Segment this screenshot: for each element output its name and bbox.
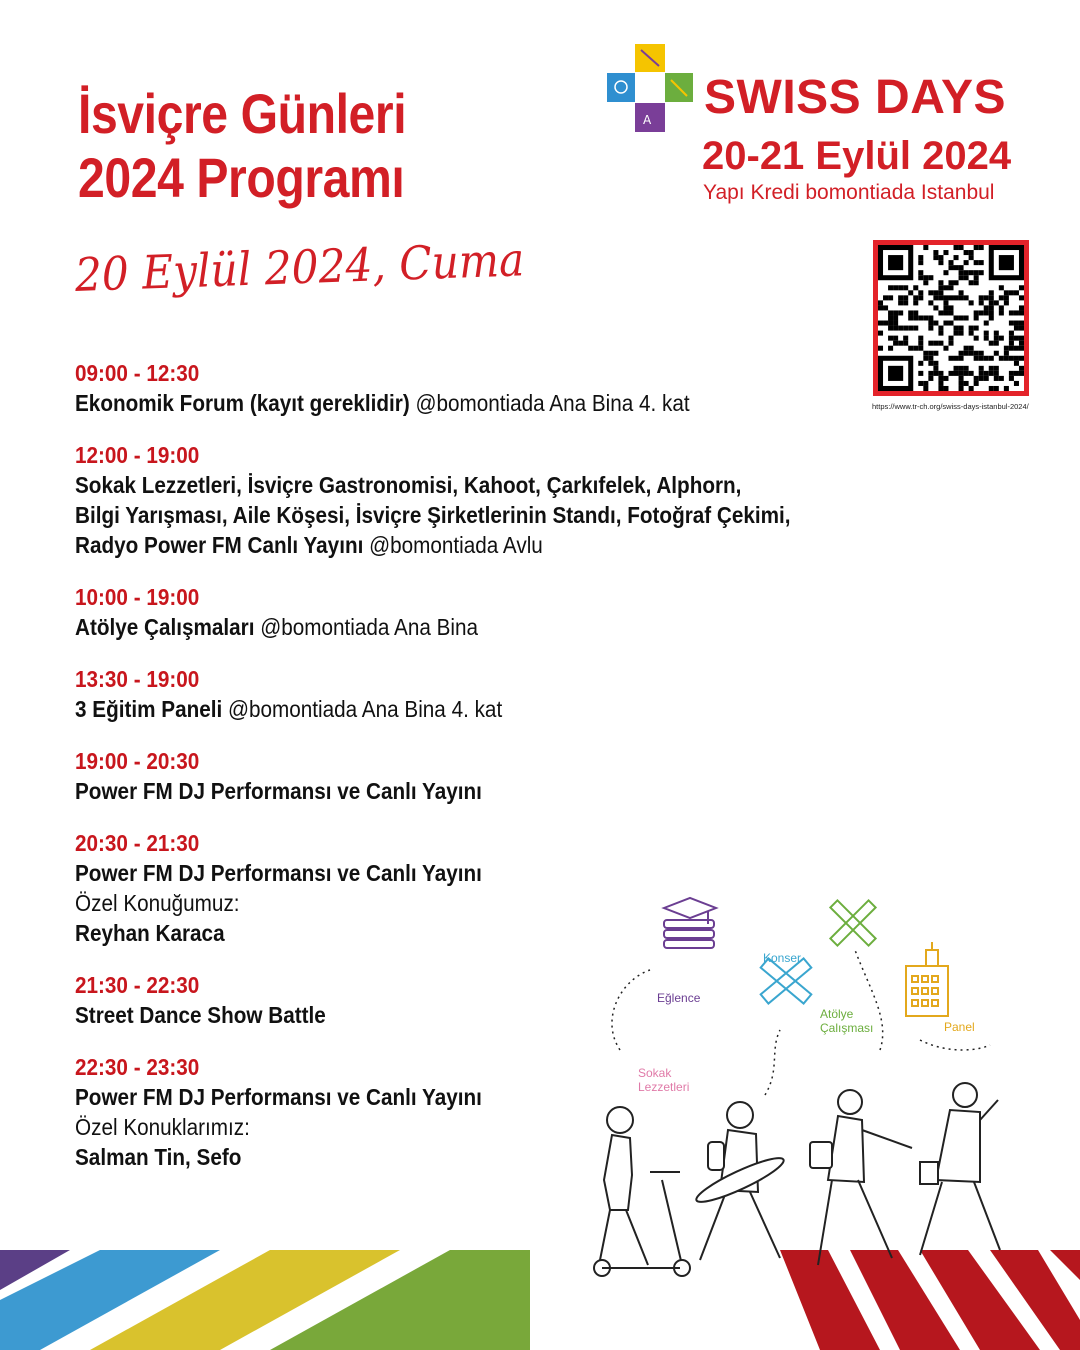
schedule-activity bbox=[75, 776, 777, 806]
schedule-item bbox=[75, 582, 855, 642]
schedule-time: 12:00 - 19:00 bbox=[75, 442, 200, 468]
activity-title: Power FM DJ Performansı ve Canlı Yayını bbox=[75, 778, 482, 804]
label-workshop-2: Çalışması bbox=[820, 1021, 874, 1035]
graduation-cap-books-icon bbox=[664, 898, 716, 948]
activity-title: Radyo Power FM Canlı Yayını bbox=[75, 532, 364, 558]
schedule-activity bbox=[75, 530, 777, 560]
colored-stripes bbox=[0, 1230, 1080, 1350]
schedule-activity bbox=[75, 500, 791, 530]
brand-name: SWISS DAYS bbox=[704, 71, 1006, 124]
schedule-time: 20:30 - 21:30 bbox=[75, 830, 200, 856]
guest-label: Özel Konuğumuz: bbox=[75, 890, 240, 916]
activity-venue: @bomontiada Ana Bina 4. kat bbox=[222, 696, 503, 722]
day-heading: 20 Eylül 2024, Cuma bbox=[74, 232, 526, 302]
schedule-activity bbox=[75, 612, 777, 642]
schedule-item bbox=[75, 746, 855, 806]
building-icon bbox=[906, 942, 948, 1016]
schedule-time: 10:00 - 19:00 bbox=[75, 584, 200, 610]
schedule-item bbox=[75, 440, 855, 560]
label-street-food-2: Lezzetleri bbox=[638, 1080, 690, 1094]
activity-venue: @bomontiada Ana Bina 4. kat bbox=[409, 390, 690, 416]
qr-code[interactable] bbox=[873, 240, 1029, 396]
schedule-item bbox=[75, 664, 855, 724]
schedule-time: 19:00 - 20:30 bbox=[75, 748, 200, 774]
label-fun: Eğlence bbox=[657, 991, 701, 1005]
activity-title: Street Dance Show Battle bbox=[75, 1002, 326, 1028]
page-title-line-2: 2024 Programı bbox=[78, 146, 405, 209]
qr-code-icon bbox=[878, 245, 1024, 391]
guest-label: Özel Konuklarımız: bbox=[75, 1114, 250, 1140]
schedule-activity bbox=[75, 470, 777, 500]
activity-title: Sokak Lezzetleri, İsviçre Gastronomisi, Kahoot, Çarkıfelek, Alphorn, bbox=[75, 472, 742, 498]
activity-title: 3 Eğitim Paneli bbox=[75, 696, 223, 722]
activity-title: Bilgi Yarışması, Aile Köşesi, İsviçre Şirketlerinin Standı, Fotoğraf Çekimi, bbox=[75, 502, 791, 528]
qr-url[interactable]: https://www.tr-ch.org/swiss-days-istanbul-2024/ bbox=[872, 402, 1029, 411]
schedule-activity bbox=[75, 388, 777, 418]
schedule-time: 21:30 - 22:30 bbox=[75, 972, 200, 998]
schedule-time: 22:30 - 23:30 bbox=[75, 1054, 200, 1080]
activity-venue: @bomontiada Ana Bina bbox=[254, 614, 479, 640]
page-title-line-1: İsviçre Günleri bbox=[78, 82, 407, 145]
activity-title: Power FM DJ Performansı ve Canlı Yayını bbox=[75, 860, 482, 886]
pencil-icon bbox=[830, 900, 875, 945]
svg-text:A: A bbox=[643, 113, 652, 127]
activity-title: Power FM DJ Performansı ve Canlı Yayını bbox=[75, 1084, 482, 1110]
page-title bbox=[78, 82, 406, 210]
event-venue: Yapı Kredi bomontiada Istanbul bbox=[703, 181, 995, 204]
swiss-days-logo-icon bbox=[605, 42, 695, 134]
schedule-time: 13:30 - 19:00 bbox=[75, 666, 200, 692]
ruler-pencil-icon bbox=[761, 958, 812, 1003]
activity-title: Ekonomik Forum (kayıt gereklidir) bbox=[75, 390, 410, 416]
label-panel: Panel bbox=[944, 1020, 975, 1034]
activity-title: Atölye Çalışmaları bbox=[75, 614, 255, 640]
schedule-activity bbox=[75, 694, 777, 724]
guest-name: Salman Tin, Sefo bbox=[75, 1144, 242, 1170]
schedule-item bbox=[75, 358, 855, 418]
label-street-food-1: Sokak bbox=[638, 1066, 672, 1080]
guest-name: Reyhan Karaca bbox=[75, 920, 225, 946]
schedule-time: 09:00 - 12:30 bbox=[75, 360, 200, 386]
activity-venue: @bomontiada Avlu bbox=[363, 532, 543, 558]
label-workshop-1: Atölye bbox=[820, 1007, 854, 1021]
label-concert: Konser bbox=[763, 951, 802, 965]
event-dates: 20-21 Eylül 2024 bbox=[702, 134, 1012, 178]
